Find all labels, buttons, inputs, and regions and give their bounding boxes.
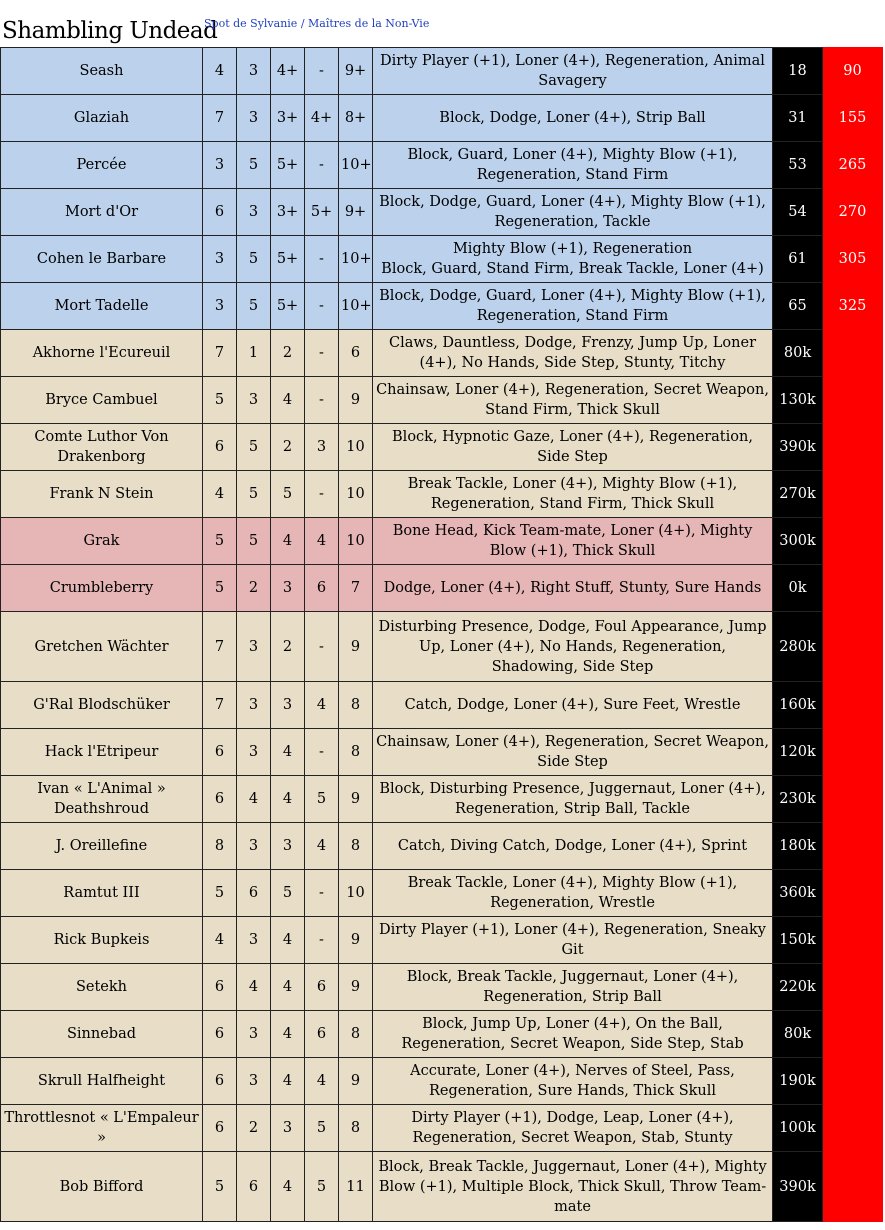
stat-st: 5: [237, 424, 271, 471]
table-row: [1, 1011, 883, 1058]
stat-ag: 4: [271, 1011, 305, 1058]
player-skills: Chainsaw, Loner (4+), Regeneration, Secret Weapon, Side Step: [373, 729, 773, 776]
player-extra-value: 270: [823, 189, 883, 236]
table-row: [1, 471, 883, 518]
stat-av: 8: [339, 682, 373, 729]
stat-av: 9: [339, 776, 373, 823]
player-skills: Dirty Player (+1), Loner (4+), Regeneration, Sneaky Git: [373, 917, 773, 964]
stat-ma: 7: [203, 682, 237, 729]
stat-ma: 8: [203, 823, 237, 870]
stat-ma: 5: [203, 1152, 237, 1222]
stat-pa: 5: [305, 1105, 339, 1152]
page-title: Shambling Undead: [2, 18, 218, 44]
player-cost: 360k: [773, 870, 823, 917]
player-cost: 180k: [773, 823, 823, 870]
stat-pa: 4+: [305, 95, 339, 142]
player-skills: Block, Dodge, Guard, Loner (4+), Mighty Blow (+1), Regeneration, Tackle: [373, 189, 773, 236]
stat-av: 9+: [339, 189, 373, 236]
stat-st: 5: [237, 236, 271, 283]
player-name: Sinnebad: [1, 1011, 203, 1058]
table-row: [1, 682, 883, 729]
stat-ag: 5: [271, 870, 305, 917]
player-name: Ramtut III: [1, 870, 203, 917]
stat-av: 10+: [339, 283, 373, 330]
table-row: [1, 729, 883, 776]
stat-ag: 5: [271, 471, 305, 518]
stat-st: 3: [237, 823, 271, 870]
stat-ag: 4: [271, 518, 305, 565]
page-header: [0, 0, 885, 47]
stat-st: 6: [237, 1152, 271, 1222]
stat-pa: -: [305, 917, 339, 964]
stat-ag: 2: [271, 424, 305, 471]
player-skills: Block, Dodge, Guard, Loner (4+), Mighty Blow (+1), Regeneration, Stand Firm: [373, 283, 773, 330]
table-row: [1, 377, 883, 424]
stat-av: 10: [339, 424, 373, 471]
stat-ag: 4: [271, 964, 305, 1011]
stat-st: 5: [237, 471, 271, 518]
player-extra-value: [823, 1011, 883, 1058]
stat-ag: 3: [271, 565, 305, 612]
player-extra-value: [823, 1152, 883, 1222]
player-cost: 230k: [773, 776, 823, 823]
stat-pa: 3: [305, 424, 339, 471]
player-skills: Block, Break Tackle, Juggernaut, Loner (4+), Mighty Blow (+1), Multiple Block, Thick Skull, Throw Team-mate: [373, 1152, 773, 1222]
stat-pa: 5: [305, 1152, 339, 1222]
stat-ma: 4: [203, 48, 237, 95]
table-row: [1, 776, 883, 823]
stat-ag: 5+: [271, 236, 305, 283]
stat-st: 3: [237, 729, 271, 776]
stat-pa: -: [305, 330, 339, 377]
player-cost: 300k: [773, 518, 823, 565]
stat-st: 3: [237, 612, 271, 682]
player-skills: Block, Dodge, Loner (4+), Strip Ball: [373, 95, 773, 142]
stat-ma: 6: [203, 1011, 237, 1058]
player-name: Comte Luthor Von Drakenborg: [1, 424, 203, 471]
stat-ag: 5+: [271, 283, 305, 330]
table-body: [1, 48, 883, 1222]
player-skills: Dirty Player (+1), Loner (4+), Regeneration, Animal Savagery: [373, 48, 773, 95]
stat-st: 3: [237, 48, 271, 95]
stat-av: 8: [339, 1011, 373, 1058]
player-extra-value: [823, 870, 883, 917]
player-name: Setekh: [1, 964, 203, 1011]
stat-ma: 5: [203, 870, 237, 917]
stat-ag: 3+: [271, 189, 305, 236]
stat-pa: -: [305, 48, 339, 95]
stat-st: 5: [237, 283, 271, 330]
stat-ag: 3+: [271, 95, 305, 142]
table-row: [1, 612, 883, 682]
stat-av: 10+: [339, 142, 373, 189]
player-name: Crumbleberry: [1, 565, 203, 612]
table-row: [1, 142, 883, 189]
star-players-table: [0, 47, 883, 1222]
player-extra-value: [823, 729, 883, 776]
stat-ma: 6: [203, 189, 237, 236]
table-row: [1, 189, 883, 236]
stat-ma: 7: [203, 612, 237, 682]
stat-ma: 7: [203, 95, 237, 142]
table-row: [1, 1058, 883, 1105]
table-row: [1, 917, 883, 964]
table-row: [1, 1152, 883, 1222]
table-row: [1, 236, 883, 283]
player-name: Seash: [1, 48, 203, 95]
stat-pa: 5: [305, 776, 339, 823]
player-extra-value: 90: [823, 48, 883, 95]
player-cost: 61: [773, 236, 823, 283]
stat-ma: 4: [203, 471, 237, 518]
stat-pa: 6: [305, 565, 339, 612]
stat-ma: 7: [203, 330, 237, 377]
player-name: Percée: [1, 142, 203, 189]
stat-pa: -: [305, 283, 339, 330]
stat-ag: 3: [271, 1105, 305, 1152]
player-cost: 100k: [773, 1105, 823, 1152]
player-cost: 220k: [773, 964, 823, 1011]
player-cost: 190k: [773, 1058, 823, 1105]
player-name: Hack l'Etripeur: [1, 729, 203, 776]
player-extra-value: [823, 1058, 883, 1105]
player-extra-value: [823, 682, 883, 729]
player-name: Frank N Stein: [1, 471, 203, 518]
stat-ag: 4: [271, 1058, 305, 1105]
stat-av: 10: [339, 518, 373, 565]
player-name: Akhorne l'Ecureuil: [1, 330, 203, 377]
stat-ma: 3: [203, 142, 237, 189]
player-name: Mort d'Or: [1, 189, 203, 236]
player-extra-value: [823, 424, 883, 471]
player-extra-value: 325: [823, 283, 883, 330]
player-name: Bryce Cambuel: [1, 377, 203, 424]
stat-st: 3: [237, 1011, 271, 1058]
stat-st: 2: [237, 565, 271, 612]
table-row: [1, 964, 883, 1011]
stat-av: 8: [339, 823, 373, 870]
stat-pa: -: [305, 729, 339, 776]
player-cost: 390k: [773, 1152, 823, 1222]
player-extra-value: [823, 471, 883, 518]
player-name: Gretchen Wächter: [1, 612, 203, 682]
table-row: [1, 95, 883, 142]
player-cost: 0k: [773, 565, 823, 612]
stat-av: 9: [339, 917, 373, 964]
player-cost: 130k: [773, 377, 823, 424]
stat-av: 9: [339, 964, 373, 1011]
player-cost: 54: [773, 189, 823, 236]
player-extra-value: [823, 823, 883, 870]
stat-ag: 2: [271, 612, 305, 682]
stat-av: 8: [339, 729, 373, 776]
stat-pa: 4: [305, 682, 339, 729]
player-cost: 160k: [773, 682, 823, 729]
stat-ma: 6: [203, 424, 237, 471]
player-skills: Claws, Dauntless, Dodge, Frenzy, Jump Up, Loner (4+), No Hands, Side Step, Stunty, Titchy: [373, 330, 773, 377]
player-skills: Break Tackle, Loner (4+), Mighty Blow (+1), Regeneration, Stand Firm, Thick Skull: [373, 471, 773, 518]
player-skills: Catch, Dodge, Loner (4+), Sure Feet, Wrestle: [373, 682, 773, 729]
player-name: Bob Bifford: [1, 1152, 203, 1222]
player-extra-value: 305: [823, 236, 883, 283]
player-cost: 390k: [773, 424, 823, 471]
player-extra-value: [823, 917, 883, 964]
player-skills: Dirty Player (+1), Dodge, Leap, Loner (4+), Regeneration, Secret Weapon, Stab, Stunty: [373, 1105, 773, 1152]
stat-av: 9: [339, 377, 373, 424]
stat-st: 1: [237, 330, 271, 377]
stat-ag: 4: [271, 729, 305, 776]
player-skills: Disturbing Presence, Dodge, Foul Appearance, Jump Up, Loner (4+), No Hands, Regeneration, Shadowing, Side Step: [373, 612, 773, 682]
stat-pa: 4: [305, 1058, 339, 1105]
stat-st: 3: [237, 377, 271, 424]
stat-av: 6: [339, 330, 373, 377]
table-row: [1, 283, 883, 330]
stat-ag: 4+: [271, 48, 305, 95]
player-extra-value: [823, 964, 883, 1011]
player-cost: 53: [773, 142, 823, 189]
player-skills: Chainsaw, Loner (4+), Regeneration, Secret Weapon, Stand Firm, Thick Skull: [373, 377, 773, 424]
stat-av: 9+: [339, 48, 373, 95]
stat-av: 10+: [339, 236, 373, 283]
stat-ag: 4: [271, 1152, 305, 1222]
player-name: Glaziah: [1, 95, 203, 142]
player-extra-value: [823, 612, 883, 682]
stat-st: 3: [237, 917, 271, 964]
stat-pa: 5+: [305, 189, 339, 236]
player-cost: 31: [773, 95, 823, 142]
player-cost: 18: [773, 48, 823, 95]
stat-st: 5: [237, 518, 271, 565]
stat-av: 9: [339, 1058, 373, 1105]
stat-ma: 6: [203, 964, 237, 1011]
stat-pa: 4: [305, 823, 339, 870]
stat-ag: 3: [271, 823, 305, 870]
stat-st: 3: [237, 1058, 271, 1105]
table-row: [1, 424, 883, 471]
player-skills: Block, Jump Up, Loner (4+), On the Ball, Regeneration, Secret Weapon, Side Step, Stab: [373, 1011, 773, 1058]
stat-ma: 6: [203, 1058, 237, 1105]
table-row: [1, 565, 883, 612]
player-skills: Block, Hypnotic Gaze, Loner (4+), Regeneration, Side Step: [373, 424, 773, 471]
team-subtitle-link[interactable]: Spot de Sylvanie / Maîtres de la Non-Vie: [204, 17, 430, 30]
player-extra-value: [823, 377, 883, 424]
stat-st: 3: [237, 189, 271, 236]
stat-pa: -: [305, 612, 339, 682]
stat-ma: 6: [203, 1105, 237, 1152]
stat-av: 8+: [339, 95, 373, 142]
stat-pa: -: [305, 870, 339, 917]
table-row: [1, 48, 883, 95]
table-row: [1, 1105, 883, 1152]
player-skills: Block, Break Tackle, Juggernaut, Loner (4+), Regeneration, Strip Ball: [373, 964, 773, 1011]
stat-ma: 6: [203, 729, 237, 776]
stat-ma: 3: [203, 236, 237, 283]
stat-ma: 5: [203, 565, 237, 612]
stat-av: 10: [339, 870, 373, 917]
stat-ma: 3: [203, 283, 237, 330]
table-row: [1, 823, 883, 870]
stat-av: 8: [339, 1105, 373, 1152]
stat-av: 9: [339, 612, 373, 682]
player-skills: Accurate, Loner (4+), Nerves of Steel, Pass, Regeneration, Sure Hands, Thick Skull: [373, 1058, 773, 1105]
player-cost: 65: [773, 283, 823, 330]
player-name: Cohen le Barbare: [1, 236, 203, 283]
player-skills: Dodge, Loner (4+), Right Stuff, Stunty, Sure Hands: [373, 565, 773, 612]
stat-pa: -: [305, 236, 339, 283]
table-row: [1, 870, 883, 917]
stat-st: 5: [237, 142, 271, 189]
stat-pa: 6: [305, 1011, 339, 1058]
stat-st: 4: [237, 964, 271, 1011]
player-extra-value: [823, 330, 883, 377]
stat-ag: 3: [271, 682, 305, 729]
player-extra-value: 155: [823, 95, 883, 142]
stat-ag: 5+: [271, 142, 305, 189]
player-extra-value: 265: [823, 142, 883, 189]
stat-st: 3: [237, 95, 271, 142]
stat-pa: -: [305, 377, 339, 424]
player-extra-value: [823, 776, 883, 823]
player-name: Skrull Halfheight: [1, 1058, 203, 1105]
stat-st: 3: [237, 682, 271, 729]
player-skills: Block, Guard, Loner (4+), Mighty Blow (+1), Regeneration, Stand Firm: [373, 142, 773, 189]
stat-ma: 6: [203, 776, 237, 823]
stat-pa: 6: [305, 964, 339, 1011]
player-name: Mort Tadelle: [1, 283, 203, 330]
player-cost: 80k: [773, 1011, 823, 1058]
player-extra-value: [823, 1105, 883, 1152]
player-skills: Break Tackle, Loner (4+), Mighty Blow (+1), Regeneration, Wrestle: [373, 870, 773, 917]
player-cost: 270k: [773, 471, 823, 518]
stat-pa: -: [305, 142, 339, 189]
player-name: Ivan « L'Animal » Deathshroud: [1, 776, 203, 823]
stat-st: 4: [237, 776, 271, 823]
stat-ag: 2: [271, 330, 305, 377]
player-skills: Bone Head, Kick Team-mate, Loner (4+), Mighty Blow (+1), Thick Skull: [373, 518, 773, 565]
table-row: [1, 330, 883, 377]
player-name: J. Oreillefine: [1, 823, 203, 870]
player-cost: 120k: [773, 729, 823, 776]
stat-ma: 4: [203, 917, 237, 964]
player-name: Throttlesnot « L'Empaleur »: [1, 1105, 203, 1152]
player-skills: Block, Disturbing Presence, Juggernaut, Loner (4+), Regeneration, Strip Ball, Tackle: [373, 776, 773, 823]
player-extra-value: [823, 565, 883, 612]
stat-av: 10: [339, 471, 373, 518]
stat-st: 2: [237, 1105, 271, 1152]
stat-ag: 4: [271, 776, 305, 823]
stat-ag: 4: [271, 917, 305, 964]
player-skills: Mighty Blow (+1), Regeneration Block, Guard, Stand Firm, Break Tackle, Loner (4+): [373, 236, 773, 283]
stat-av: 11: [339, 1152, 373, 1222]
player-extra-value: [823, 518, 883, 565]
player-cost: 80k: [773, 330, 823, 377]
stat-st: 6: [237, 870, 271, 917]
player-cost: 150k: [773, 917, 823, 964]
table-row: [1, 518, 883, 565]
stat-ag: 4: [271, 377, 305, 424]
player-name: G'Ral Blodschüker: [1, 682, 203, 729]
stat-ma: 5: [203, 518, 237, 565]
player-name: Grak: [1, 518, 203, 565]
stat-ma: 5: [203, 377, 237, 424]
player-skills: Catch, Diving Catch, Dodge, Loner (4+), Sprint: [373, 823, 773, 870]
player-name: Rick Bupkeis: [1, 917, 203, 964]
player-cost: 280k: [773, 612, 823, 682]
stat-pa: -: [305, 471, 339, 518]
stat-pa: 4: [305, 518, 339, 565]
stat-av: 7: [339, 565, 373, 612]
